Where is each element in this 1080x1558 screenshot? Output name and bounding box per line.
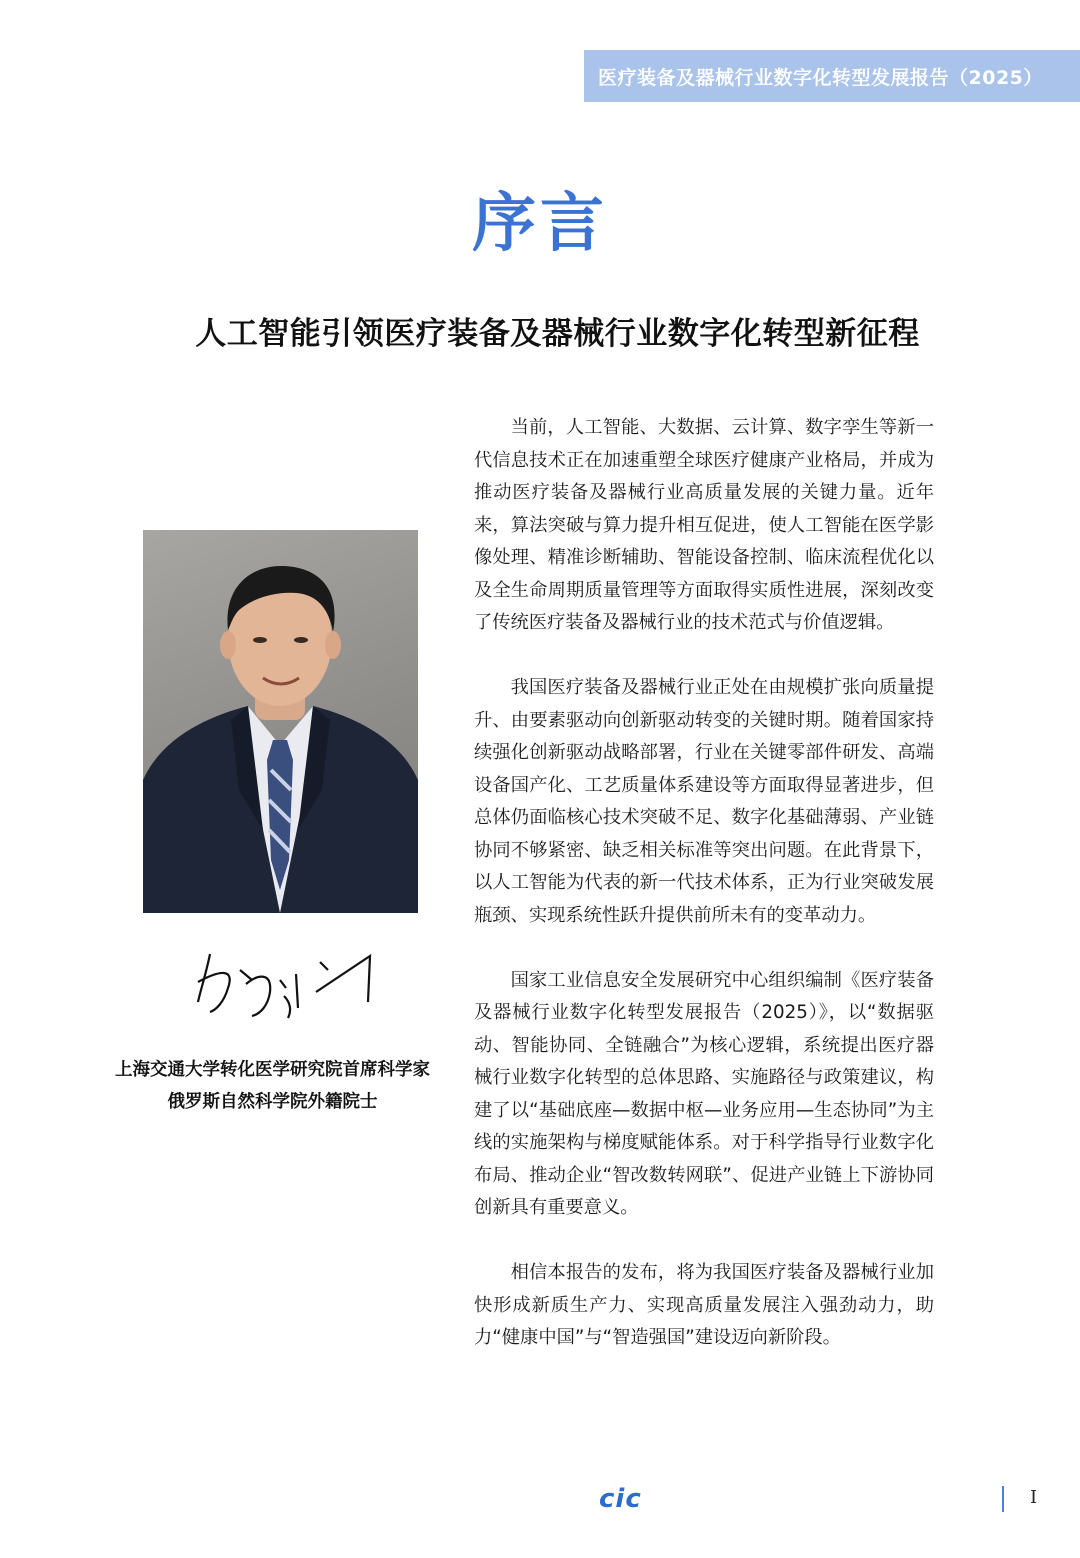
paragraph: 相信本报告的发布，将为我国医疗装备及器械行业加快形成新质生产力、实现高质量发展注入强劲动力，助力“健康中国”与“智造强国”建设迈向新阶段。 — [474, 1262, 934, 1348]
preface-body — [474, 412, 934, 1387]
paragraph: 当前，人工智能、大数据、云计算、数字孪生等新一代信息技术正在加速重塑全球医疗健康产业格局，并成为推动医疗装备及器械行业高质量发展的关键力量。近年来，算法突破与算力提升相互促进，使人工智能在医学影像处理、精准诊断辅助、智能设备控制、临床流程优化以及全生命周期质量管理等方面取得实质性进展，深刻改变了传统医疗装备及器械行业的技术范式与价值逻辑。 — [474, 417, 934, 633]
page-subtitle: 人工智能引领医疗装备及器械行业数字化转型新征程 — [195, 316, 920, 352]
report-header-band — [584, 50, 1080, 102]
author-honor: 俄罗斯自然科学院外籍院士 — [167, 1092, 378, 1112]
author-caption — [100, 1054, 445, 1118]
report-header-title: 医疗装备及器械行业数字化转型发展报告（2025） — [598, 66, 1043, 89]
author-affiliation: 上海交通大学转化医学研究院首席科学家 — [115, 1060, 430, 1080]
paragraph: 我国医疗装备及器械行业正处在由规模扩张向质量提升、由要素驱动向创新驱动转变的关键时期。随着国家持续强化创新驱动战略部署，行业在关键零部件研发、高端设备国产化、工艺质量体系建设等方面取得显著进步，但总体仍面临核心技术突破不足、数字化基础薄弱、产业链协同不够紧密、缺乏相关标准等突出问题。在此背景下，以人工智能为代表的新一代技术体系，正为行业突破发展瓶颈、实现系统性跃升提供前所未有的变革动力。 — [474, 677, 934, 926]
paragraph: 国家工业信息安全发展研究中心组织编制《医疗装备及器械行业数字化转型发展报告（2025）》，以“数据驱动、智能协同、全链融合”为核心逻辑，系统提出医疗器械行业数字化转型的总体思路、实施路径与政策建议，构建了以“基础底座—数据中枢—业务应用—生态协同”为主线的实施架构与梯度赋能体系。对于科学指导行业数字化布局、推动企业“智改数转网联”、促进产业链上下游协同创新具有重要意义。 — [474, 969, 934, 1218]
portrait-icon — [143, 530, 418, 913]
cic-logo-icon: cic — [599, 1484, 642, 1514]
page-title: 序言 — [472, 187, 608, 261]
page-number: I — [1030, 1487, 1038, 1508]
footer-divider — [1002, 1486, 1004, 1512]
author-portrait-photo — [143, 530, 418, 913]
author-signature-icon — [180, 922, 400, 1032]
